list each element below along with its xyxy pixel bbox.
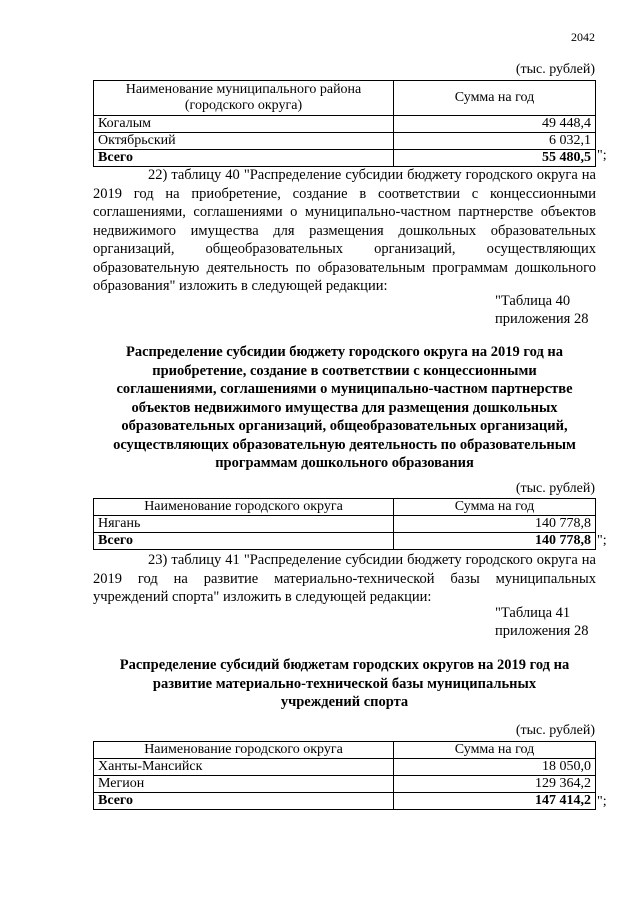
paragraph-23: 23) таблицу 41 "Распределение субсидии бюджету городского округа на 2019 год на развитие материально-технической базы муниципальных учреждений спорта" изложить в следующей редакции: [93, 552, 596, 605]
table-row [94, 776, 596, 793]
total-label: Всего [94, 150, 394, 167]
table3-close-quote: "; [597, 794, 607, 809]
row-name: Когалым [94, 116, 394, 133]
paragraph-22: 22) таблицу 40 "Распределение субсидии бюджету городского округа на 2019 год на приобретение, создание в соответствии с концессионными соглашениями, соглашениями о муниципально-частном партнерстве объектов недвижимого имущества для размещения дошкольных образовательных организаций, общеобразовательных организаций, осуществляющих образовательную деятельность по образовательным программам дошкольного образования" изложить в следующей редакции: [93, 167, 596, 294]
total-label: Всего [94, 533, 394, 550]
table1 [93, 80, 596, 167]
table2-header [94, 499, 596, 516]
table1-col-sum: Сумма на год [394, 81, 596, 116]
row-sum: 129 364,2 [394, 776, 596, 793]
total-sum: 147 414,2 [394, 793, 596, 810]
table1-header [94, 81, 596, 116]
row-sum: 49 448,4 [394, 116, 596, 133]
table1-col-name: Наименование муниципального района (городского округа) [94, 81, 394, 116]
table-row [94, 116, 596, 133]
table3-header [94, 742, 596, 759]
table-row [94, 759, 596, 776]
table2 [93, 498, 596, 550]
table2-close-quote: "; [597, 533, 607, 548]
table3-col-name: Наименование городского округа [94, 742, 394, 759]
row-name: Ханты-Мансийск [94, 759, 394, 776]
table1-total-row [94, 150, 596, 167]
table2-col-sum: Сумма на год [394, 499, 596, 516]
table-row [94, 133, 596, 150]
table2-unit: (тыс. рублей) [515, 481, 595, 496]
table41-heading: Распределение субсидий бюджетам городских округов на 2019 год на развитие материально-технической базы муниципальных учреждений спорта [119, 657, 570, 710]
table1-unit: (тыс. рублей) [515, 62, 595, 77]
total-sum: 55 480,5 [394, 150, 596, 167]
table2-total-row [94, 533, 596, 550]
table2-col-name: Наименование городского округа [94, 499, 394, 516]
table40-heading: Распределение субсидии бюджету городского округа на 2019 год на приобретение, создание в соответствии с концессионными соглашениями, соглашениями о муниципально-частном партнерстве объектов недвижимого имущества для размещения дошкольных образовательных организаций, общеобразовательных организаций, осуществляющих образовательную деятельность по образовательным программам дошкольного образования [113, 344, 576, 471]
table3-col-sum: Сумма на год [394, 742, 596, 759]
row-sum: 6 032,1 [394, 133, 596, 150]
table1-close-quote: "; [597, 148, 607, 163]
table41-ref-line1: "Таблица 41 [495, 605, 571, 621]
table3-total-row [94, 793, 596, 810]
total-sum: 140 778,8 [394, 533, 596, 550]
table40-ref-line2: приложения 28 [495, 311, 589, 327]
row-sum: 18 050,0 [394, 759, 596, 776]
table3 [93, 741, 596, 810]
table3-unit: (тыс. рублей) [515, 723, 595, 738]
row-name: Октябрьский [94, 133, 394, 150]
page-number: 2042 [571, 30, 595, 44]
row-sum: 140 778,8 [394, 516, 596, 533]
row-name: Мегион [94, 776, 394, 793]
total-label: Всего [94, 793, 394, 810]
row-name: Нягань [94, 516, 394, 533]
table40-ref-line1: "Таблица 40 [495, 293, 571, 309]
table41-ref-line2: приложения 28 [495, 623, 589, 639]
table-row [94, 516, 596, 533]
